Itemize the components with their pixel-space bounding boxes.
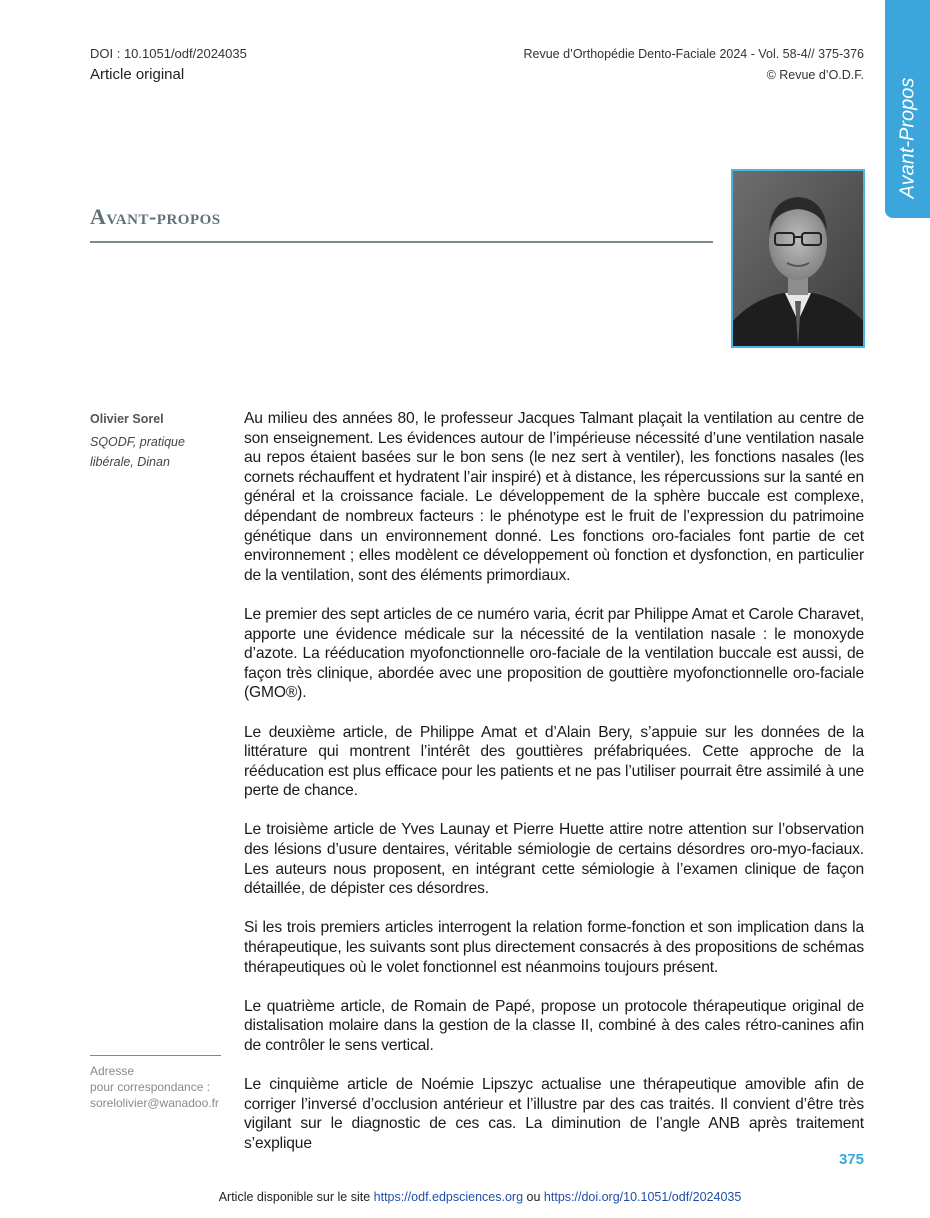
side-tab-label: Avant-Propos (896, 77, 918, 199)
author-affiliation (90, 432, 230, 472)
footer-prefix: Article disponible sur le site (218, 1190, 371, 1204)
doi: DOI : 10.1051/odf/2024035 (90, 46, 247, 61)
body-paragraph: Le cinquième article de Noémie Lipszyc actualise une thérapeutique amovible afin de corriger l’inversé d’occlusion antérieur et l’illustre par des cas traités. Il convient d’être très vigilant sur le diagnostic de ces cas. La diminution de l’angle ANB après traitement s’explique (244, 1076, 864, 1152)
address-email[interactable]: sorelolivier@wanadoo.fr (90, 1096, 219, 1110)
correspondence-address (90, 1063, 240, 1111)
author-portrait-image (733, 171, 863, 346)
footer-middle: ou (526, 1190, 541, 1204)
address-divider (90, 1055, 221, 1056)
article-body (244, 409, 864, 1173)
page-number: 375 (838, 1151, 864, 1168)
body-paragraph: Le premier des sept articles de ce numéro varia, écrit par Philippe Amat et Carole Charavet, apporte une évidence médicale sur la nécessité de la ventilation nasale : le monoxyde d’azote. La rééducation myofonctionnelle oro-faciale de la ventilation buccale est aussi, de façon très clinique, abordée avec une proposition de gouttière myofonctionnelle oro-faciale (GMO®). (244, 605, 864, 702)
address-line: Adresse (90, 1064, 135, 1078)
address-line: pour correspondance : (90, 1080, 211, 1094)
affiliation-line: SQODF, pratique (90, 435, 185, 449)
body-paragraph: Le quatrième article, de Romain de Papé, propose un protocole thérapeutique original de distalisation molaire dans la gestion de la classe II, combiné à des cales rétro-canines afin de contrôler le sens vertical. (244, 997, 864, 1054)
section-side-tab (885, 0, 930, 218)
body-paragraph: Si les trois premiers articles interrogent la relation forme-fonction et son implication dans la thérapeutique, les suivants sont plus directement consacrés à des propositions de schémas thérapeutiques où le volet fonctionnel est néanmoins toujours présent. (244, 919, 864, 976)
copyright: © Revue d’O.D.F. (766, 68, 864, 82)
body-paragraph: Au milieu des années 80, le professeur Jacques Talmant plaçait la ventilation au centre de son enseignement. Les évidences autour de l’impérieuse nécessité d’une ventilation nasale au repos étaient basées sur le bon sens (le nez sert à ventiler), les fonctions nasales (les cornets réchauffent et hydratent l’air inspiré) et à distance, les répercussions sur la santé en général et la croissance faciale. Le développement de la sphère buccale est complexe, dépendant de nombreux facteurs : le phénotype est le fruit de l’expression du patrimoine génétique dans un environnement donné. Les fonctions oro-faciales font partie de cet environnement ; elles modèlent ce développement où fonction et dysfonction, en particulier de la ventilation, sont des éléments primordiaux. (244, 410, 864, 584)
article-type: Article original (90, 66, 185, 83)
journal-citation: Revue d’Orthopédie Dento-Faciale 2024 - Vol. 58-4// 375-376 (523, 47, 864, 61)
affiliation-line: libérale, Dinan (90, 455, 170, 469)
footer-link-doi[interactable]: https://doi.org/10.1051/odf/2024035 (543, 1190, 742, 1204)
body-paragraph: Le deuxième article, de Philippe Amat et d’Alain Bery, s’appuie sur les données de la littérature qui montrent l’intérêt des gouttières préfabriquées. Cette approche de la rééducation est plus efficace pour les patients et ne pas l’utiliser pourrait être assimilé à une perte de chance. (244, 723, 864, 800)
footer (0, 1190, 930, 1204)
footer-link-site[interactable]: https://odf.edpsciences.org (373, 1190, 524, 1204)
author-name: Olivier Sorel (90, 412, 164, 426)
title-divider (90, 241, 713, 243)
author-photo (731, 169, 865, 348)
section-title: Avant-propos (90, 204, 221, 229)
body-paragraph: Le troisième article de Yves Launay et Pierre Huette attire notre attention sur l’observation des lésions d’usure dentaires, véritable sémiologie de certains désordres oro-myo-faciaux. Les auteurs nous proposent, en intégrant cette sémiologie à l’examen clinique de façon détaillée, de dépister ces désordres. (244, 821, 864, 898)
